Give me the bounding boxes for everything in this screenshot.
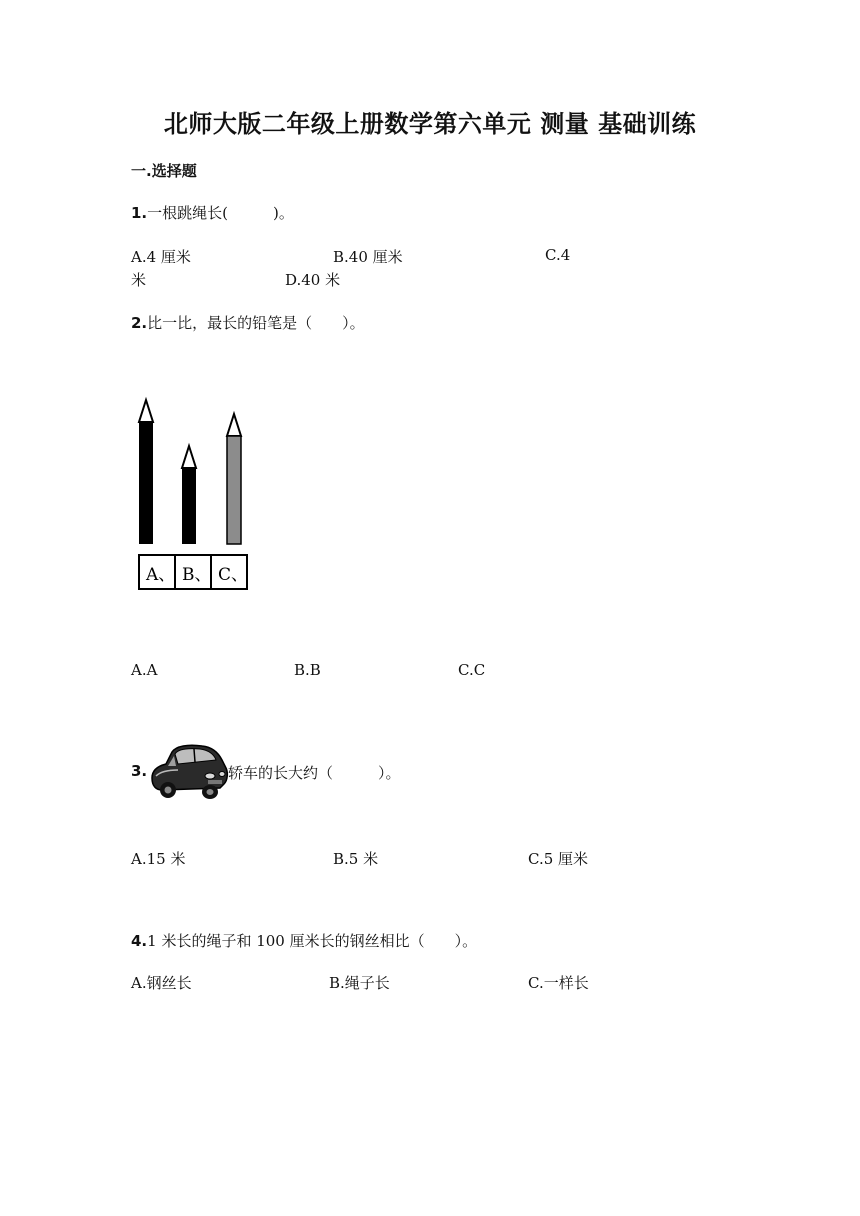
question-3-number [131,762,147,780]
option-1d: D.40 米 [285,271,341,289]
pencil-b [182,446,196,544]
option-3a: A.15 米 [131,850,186,868]
question-number: 3. [131,762,148,780]
option-1c [545,246,570,264]
car-image [148,740,230,806]
section-heading: 一.选择题 [131,162,197,180]
question-3-text: 轿车的长大约（ ）。 [228,764,401,782]
option-2b: B.B [294,661,321,679]
question-text: 1 米长的绳子和 100 厘米长的钢丝相比（ ）。 [147,932,478,950]
label-c: C、 [218,565,249,585]
pencil-a [139,400,153,544]
option-4b: B.绳子长 [329,974,390,992]
question-4 [131,930,477,951]
question-2 [131,312,365,333]
question-text: 比一比，最长的铅笔是（ ）。 [147,314,365,332]
option-1c-wrap [131,269,146,290]
option-1b: B.40 厘米 [333,248,403,266]
option-4c: C.一样长 [528,974,589,992]
option-2c: C.C [458,661,486,679]
question-number: 2. [131,314,148,332]
option-1a: A.4 厘米 [131,248,191,266]
option-4a: A.钢丝长 [131,974,192,992]
label-b: B、 [182,565,212,585]
pencil-c [227,414,241,544]
label-boxes [139,555,248,589]
pencils-figure [134,396,254,600]
question-1 [131,202,294,223]
question-number: 1. [131,204,148,222]
option-3b: B.5 米 [333,850,379,868]
page-title: 北师大版二年级上册数学第六单元 测量 基础训练 [163,110,697,138]
option-3c: C.5 厘米 [528,850,589,868]
label-a: A、 [146,565,176,585]
question-text: 一根跳绳长( )。 [147,204,294,222]
question-number: 4. [131,932,148,950]
option-1c-part1: C.4 [545,246,571,264]
option-1c-part2: 米 [131,271,147,289]
option-2a: A.A [131,661,158,679]
